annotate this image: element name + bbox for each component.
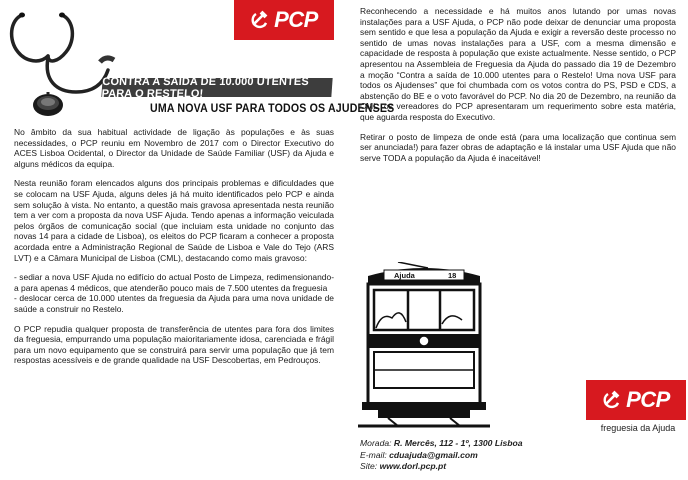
contact-address [360,438,600,450]
hammer-sickle-icon [250,10,270,30]
left-column [14,127,334,366]
right-paragraph-2: Retirar o posto de limpeza de onde está (para uma localização que continua sem ser anunciada!) para fazer obras de adaptação e lá instalar uma USF Ajuda que não serve TODA a população da Ajuda é inaceitável! [360,131,676,163]
tram-destination: Ajuda [394,271,415,280]
right-column [360,6,676,163]
headline-subtitle: UMA NOVA USF PARA TODOS OS AJUDENSES [150,103,395,115]
left-paragraph-3: O PCP repudia qualquer proposta de transferência de utentes para fora dos limites da freguesia, empurrando uma população maioritariamente idosa, carenciada e frágil para um novo equipamento que se construirá para servir uma população que já tem respostas acessíveis e de grande qualidade na USF Descobertas, em Pedrouços. [14,323,334,366]
contact-email [360,450,600,462]
tram-number: 18 [448,271,457,280]
left-paragraph-1: No âmbito da sua habitual actividade de ligação às populações e às suas necessidades, o PCP reuniu em Novembro de 2017 com o Director Executivo do ACES Lisboa Ocidental, o Director da Unidade de Saúde Familiar (USF) da Ajuda e alguns médicos da equipa. [14,127,334,169]
stethoscope-illustration [0,10,135,120]
address-value: R. Mercês, 112 - 1º, 1300 Lisboa [393,438,523,448]
parish-label: freguesia da Ajuda [600,423,676,433]
right-paragraph-1: Reconhecendo a necessidade e há muitos anos lutando por umas novas instalações para a USF Ajuda, o PCP não pode deixar de denunciar uma proposta sem sentido e que lesa a população da Ajuda e exigir a reversão deste processo no sentido de umas novas instalações para a USF, com a mesma dimensão e capacidade de resposta à população que existe actualmente. Nesse sentido, o PCP apresentou na Assembleia de Freguesia da Ajuda do passado dia 19 de Dezembro a moção “Contra a saída de 10.000 utentes para o Restelo! Uma nova USF para todos os Ajudenses” que foi chumbada com os votos contra do PS, PSD e CDS, a abstenção do BE e o voto favorável do PCP. No dia 20 de Dezembro, na reunião da CML, os vereadores do PCP apresentaram um requerimento sobre esta matéria, que aguarda resposta do Executivo. [360,6,676,122]
contact-site [360,461,600,473]
hammer-sickle-icon [602,390,622,410]
email-link[interactable]: cduajuda@gmail.com [389,449,478,460]
headline-banner [101,75,332,100]
email-label: E-mail: [360,449,387,460]
address-label: Morada: [360,438,392,448]
site-link[interactable]: www.dorl.pcp.pt [379,461,447,471]
pcp-logo-bottom [586,380,686,420]
contact-block [360,438,600,473]
tram-illustration [358,262,490,434]
logo-text: PCP [626,387,670,412]
left-list-item-1: - sediar a nova USF Ajuda no edifício do actual Posto de Limpeza, redimensionando-a para apenas 4 médicos, que atenderão pouco mais de 7.500 utentes da freguesia [14,272,334,293]
pcp-logo-top [234,0,334,40]
headline-text: CONTRA A SAÍDA DE 10.000 UTENTES PARA O RESTELO! [101,75,310,100]
logo-text: PCP [274,7,318,32]
left-paragraph-2: Nesta reunião foram elencados alguns dos principais problemas e dificuldades que se colocam na USF Ajuda, alguns deles já há muito identificados pelo PCP e ainda sem solução à vista. No entanto, a questão mais gravosa apresentada nesta reunião tem a ver com a proposta da nova USF Ajuda. Tendo apenas a informação veiculada pelos órgãos de comunicação social (que incluiam esta unidade no conjunto das novas 14 para a cidade de Lisboa), os eleitos do PCP ficaram a conhecer a proposta acordada entre a Administração Regional de Saúde de Lisboa e Vale do Tejo (ARS LVT) e a Câmara Municipal de Lisboa (CML), destacando como mais gravoso: [14,178,334,263]
site-label: Site: [360,461,378,471]
left-list-item-2: - deslocar cerca de 10.000 utentes da freguesia da Ajuda para uma nova unidade de saúde a construir no Restelo. [14,293,334,314]
